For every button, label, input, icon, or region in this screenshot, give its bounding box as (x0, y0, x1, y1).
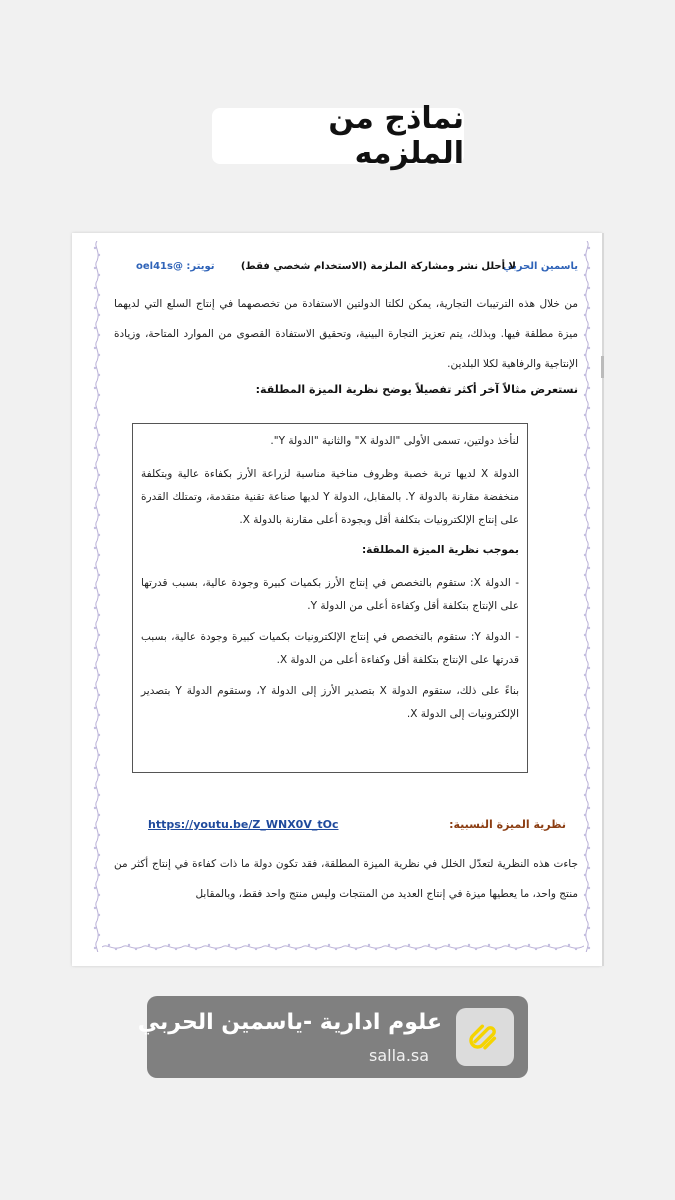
link-title: علوم ادارية -ياسمين الحربي (137, 1010, 442, 1035)
story-title-badge (212, 101, 464, 171)
page-edge (602, 233, 604, 966)
header-author: ياسمين الحربي (502, 261, 578, 272)
example-box (132, 423, 528, 773)
video-link[interactable]: https://youtu.be/Z_WNX0V_tOc (148, 818, 339, 831)
decorative-border-bottom (102, 942, 584, 952)
story-title: نماذج من الملزمه (328, 101, 464, 171)
example-heading: نستعرض مثالاً آخر أكثر تفصيلاً يوضح نظرية الميزة المطلقة: (255, 383, 578, 396)
box-subheading: بموجب نظرية الميزة المطلقة: (361, 544, 519, 556)
box-paragraph-4: - الدولة Y: ستقوم بالتخصص في إنتاج الإلكترونيات بكميات كبيرة وجودة عالية، بسبب قدرتها على الإنتاج بتكلفة أقل وكفاءة أعلى من الدولة X. (141, 631, 519, 666)
scrollbar-thumb[interactable] (601, 356, 604, 378)
box-paragraph-3: - الدولة X: ستقوم بالتخصص في إنتاج الأرز بكميات كبيرة وجودة عالية، بسبب قدرتها على الإنتاج بتكلفة أقل وكفاءة أعلى من الدولة Y. (141, 577, 520, 612)
link-sticker[interactable] (137, 996, 528, 1078)
header-usage-note: لا أحلل نشر ومشاركة الملزمة (الاستخدام شخصي فقط) (240, 261, 516, 272)
intro-paragraph: من خلال هذه الترتيبات التجارية، يمكن لكلتا الدولتين الاستفادة من تخصصهما في إنتاج السلع التي لديهما ميزة مطلقة فيها. وبذلك، يتم تعزيز التجارة البينية، وتحقيق الاستفادة القصوى من الموارد المتاحة، وزيادة الإنتاجية والرفاهية لكلا البلدين. (114, 298, 578, 370)
box-paragraph-5: بناءً على ذلك، ستقوم الدولة X بتصدير الأرز إلى الدولة Y، وستقوم الدولة Y بتصدير الإلكترونيات إلى الدولة X. (141, 685, 519, 720)
paperclip-icon (466, 1018, 504, 1056)
relative-advantage-paragraph: جاءت هذه النظرية لتعدّل الخلل في نظرية الميزة المطلقة، فقد تكون دولة ما ذات كفاءة في إنتاج أكثر من منتج واحد، ما يعطيها ميزة في إنتاج العديد من المنتجات وليس منتج واحد فقط، وبالمقابل (114, 858, 578, 900)
decorative-border-left (92, 241, 102, 952)
link-icon-box (456, 1008, 514, 1066)
document-page (72, 233, 602, 966)
relative-advantage-heading: نظرية الميزة النسبية: (449, 818, 566, 831)
decorative-border-right (582, 241, 592, 952)
header-twitter-handle: تويتر: @oel41s (136, 261, 215, 272)
box-paragraph-2: الدولة X لديها تربة خصبة وظروف مناخية مناسبة لزراعة الأرز بكفاءة عالية وبتكلفة منخفضة مقارنة بالدولة Y. بالمقابل، الدولة Y لديها صناعة تقنية متقدمة، وتمتلك القدرة على إنتاج الإلكترونيات بتكلفة أقل وبجودة أعلى مقارنة بالدولة X. (141, 468, 519, 526)
box-paragraph-1: لنأخذ دولتين، تسمى الأولى "الدولة X" والثانية "الدولة Y". (270, 435, 519, 447)
link-url: salla.sa (369, 1046, 430, 1065)
